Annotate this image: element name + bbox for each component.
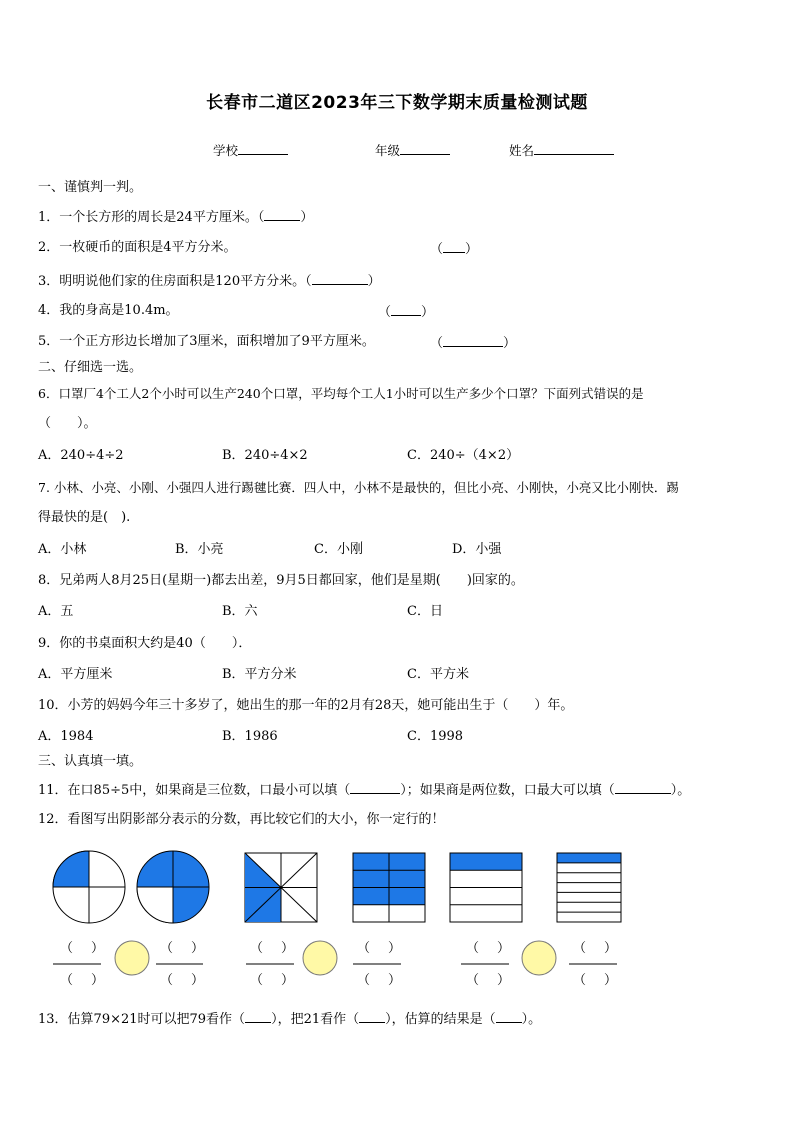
svg-text:（: （ [160,973,174,988]
svg-text:（: （ [60,941,74,956]
school-field[interactable] [213,142,288,159]
strips-one-seventh [557,853,621,922]
question-9: 9．你的书桌面积大约是40（ ）． [38,636,252,651]
grade-blank[interactable] [400,142,450,155]
svg-text:（: （ [573,973,587,988]
circle-three-quarters [137,851,209,923]
name-field[interactable] [509,142,614,159]
question-11: 11．在口85÷5中，如果商是三位数，口最小可以填（ ）；如果商是两位数，口最大可以填（ ）。 [38,783,691,798]
fraction-blank-1[interactable] [53,941,104,988]
fraction-blank-5[interactable] [461,941,510,988]
answer-blank-13c[interactable] [496,1010,522,1023]
q10-option-c[interactable]: C．1998 [407,729,464,744]
question-7-line2: 得最快的是( ). [38,510,131,525]
svg-text:）: ） [281,973,295,988]
svg-text:（: （ [160,941,174,956]
svg-text:（: （ [60,973,74,988]
svg-text:）: ） [497,941,511,956]
svg-text:（: （ [357,941,371,956]
square-eighths [245,853,317,922]
svg-text:（: （ [466,973,480,988]
fraction-blank-2[interactable] [156,941,204,988]
fraction-blank-6[interactable] [569,941,617,988]
svg-text:（: （ [357,973,371,988]
section1-heading: 一、谨慎判一判。 [38,180,143,195]
q9-option-b[interactable]: B．平方分米 [222,667,297,682]
grade-field[interactable] [375,142,450,159]
fraction-blank-3[interactable] [246,941,294,988]
circle-one-quarter [53,851,125,923]
answer-blank-11a[interactable] [350,781,400,794]
svg-text:）: ） [388,941,402,956]
question-4: 4．我的身高是10.4m。 [38,303,179,318]
q10-option-b[interactable]: B．1986 [222,729,278,744]
fraction-blank-4[interactable] [353,941,401,988]
question-2: 2．一枚硬币的面积是4平方分米。 [38,240,237,255]
answer-5: （ ） [430,336,517,351]
q9-option-a[interactable]: A．平方厘米 [38,667,113,682]
question-6-line2: （ ）。 [38,416,97,431]
question-13: 13．估算79×21时可以把79看作（ ），把21看作（ ），估算的结果是（ ）。 [38,1012,542,1027]
question-5: 5．一个正方形边长增加了3厘米，面积增加了9平方厘米。 [38,334,375,349]
q8-option-a[interactable]: A．五 [38,604,74,619]
compare-circle-3[interactable] [522,941,556,975]
q12-figures [0,840,794,1000]
svg-text:）: ） [91,941,105,956]
answer-blank-11b[interactable] [615,781,671,794]
answer-blank-1[interactable] [264,208,300,221]
question-7-line1: 7. 小林、小亮、小刚、小强四人进行踢毽比赛．四人中，小林不是最快的，但比小亮、小刚快，小亮又比小刚快．踢 [38,480,679,495]
q8-option-b[interactable]: B．六 [222,604,258,619]
answer-blank-4[interactable] [391,303,421,316]
question-10: 10．小芳的妈妈今年三十多岁了，她出生的那一年的2月有28天，她可能出生于（ ）年。 [38,698,574,713]
svg-text:（: （ [573,941,587,956]
svg-text:）: ） [604,973,618,988]
svg-text:）: ） [191,973,205,988]
q6-option-c[interactable]: C．240÷（4×2） [407,448,520,463]
grid-six-eighths [353,853,425,922]
answer-blank-2[interactable] [443,240,465,253]
page-title: 长春市二道区2023年三下数学期末质量检测试题 [206,93,588,113]
school-label: 学校 [213,143,239,158]
answer-blank-5[interactable] [443,334,503,347]
question-8: 8．兄弟两人8月25日(星期一)都去出差，9月5日都回家，他们是星期( )回家的。 [38,573,524,588]
q7-option-b[interactable]: B．小亮 [175,542,224,557]
svg-text:）: ） [191,941,205,956]
svg-text:）: ） [91,973,105,988]
svg-text:（: （ [250,941,264,956]
grade-label: 年级 [375,143,401,158]
section2-heading: 二、仔细选一选。 [38,360,143,375]
svg-text:）: ） [281,941,295,956]
q10-option-a[interactable]: A．1984 [38,729,94,744]
q9-option-c[interactable]: C．平方米 [407,667,469,682]
answer-blank-13b[interactable] [359,1010,385,1023]
q7-option-d[interactable]: D．小强 [452,542,502,557]
q6-option-a[interactable]: A．240÷4÷2 [38,448,124,463]
q7-option-c[interactable]: C．小刚 [314,542,363,557]
school-blank[interactable] [238,142,288,155]
strips-one-quarter [450,853,522,922]
name-blank[interactable] [534,142,614,155]
q7-option-a[interactable]: A．小林 [38,542,87,557]
svg-text:（: （ [466,941,480,956]
svg-text:）: ） [388,973,402,988]
compare-circle-2[interactable] [303,941,337,975]
compare-circle-1[interactable] [115,941,149,975]
answer-4: （ ） [378,305,435,320]
answer-blank-13a[interactable] [245,1010,271,1023]
q6-option-b[interactable]: B．240÷4×2 [222,448,308,463]
question-6-line1: 6．口罩厂4个工人2个小时可以生产240个口罩，平均每个工人1小时可以生产多少个口罩？下面列式错误的是 [38,386,644,401]
section3-heading: 三、认真填一填。 [38,754,143,769]
svg-text:）: ） [604,941,618,956]
svg-text:）: ） [497,973,511,988]
q8-option-c[interactable]: C．日 [407,604,443,619]
question-1: 1．一个长方形的周长是24平方厘米。（ ） [38,210,314,225]
answer-blank-3[interactable] [312,272,368,285]
name-label: 姓名 [509,143,535,158]
question-12: 12．看图写出阴影部分表示的分数，再比较它们的大小，你一定行的！ [38,812,445,827]
answer-2: （ ） [430,242,479,257]
svg-text:（: （ [250,973,264,988]
question-3: 3．明明说他们家的住房面积是120平方分米。（ ） [38,274,381,289]
